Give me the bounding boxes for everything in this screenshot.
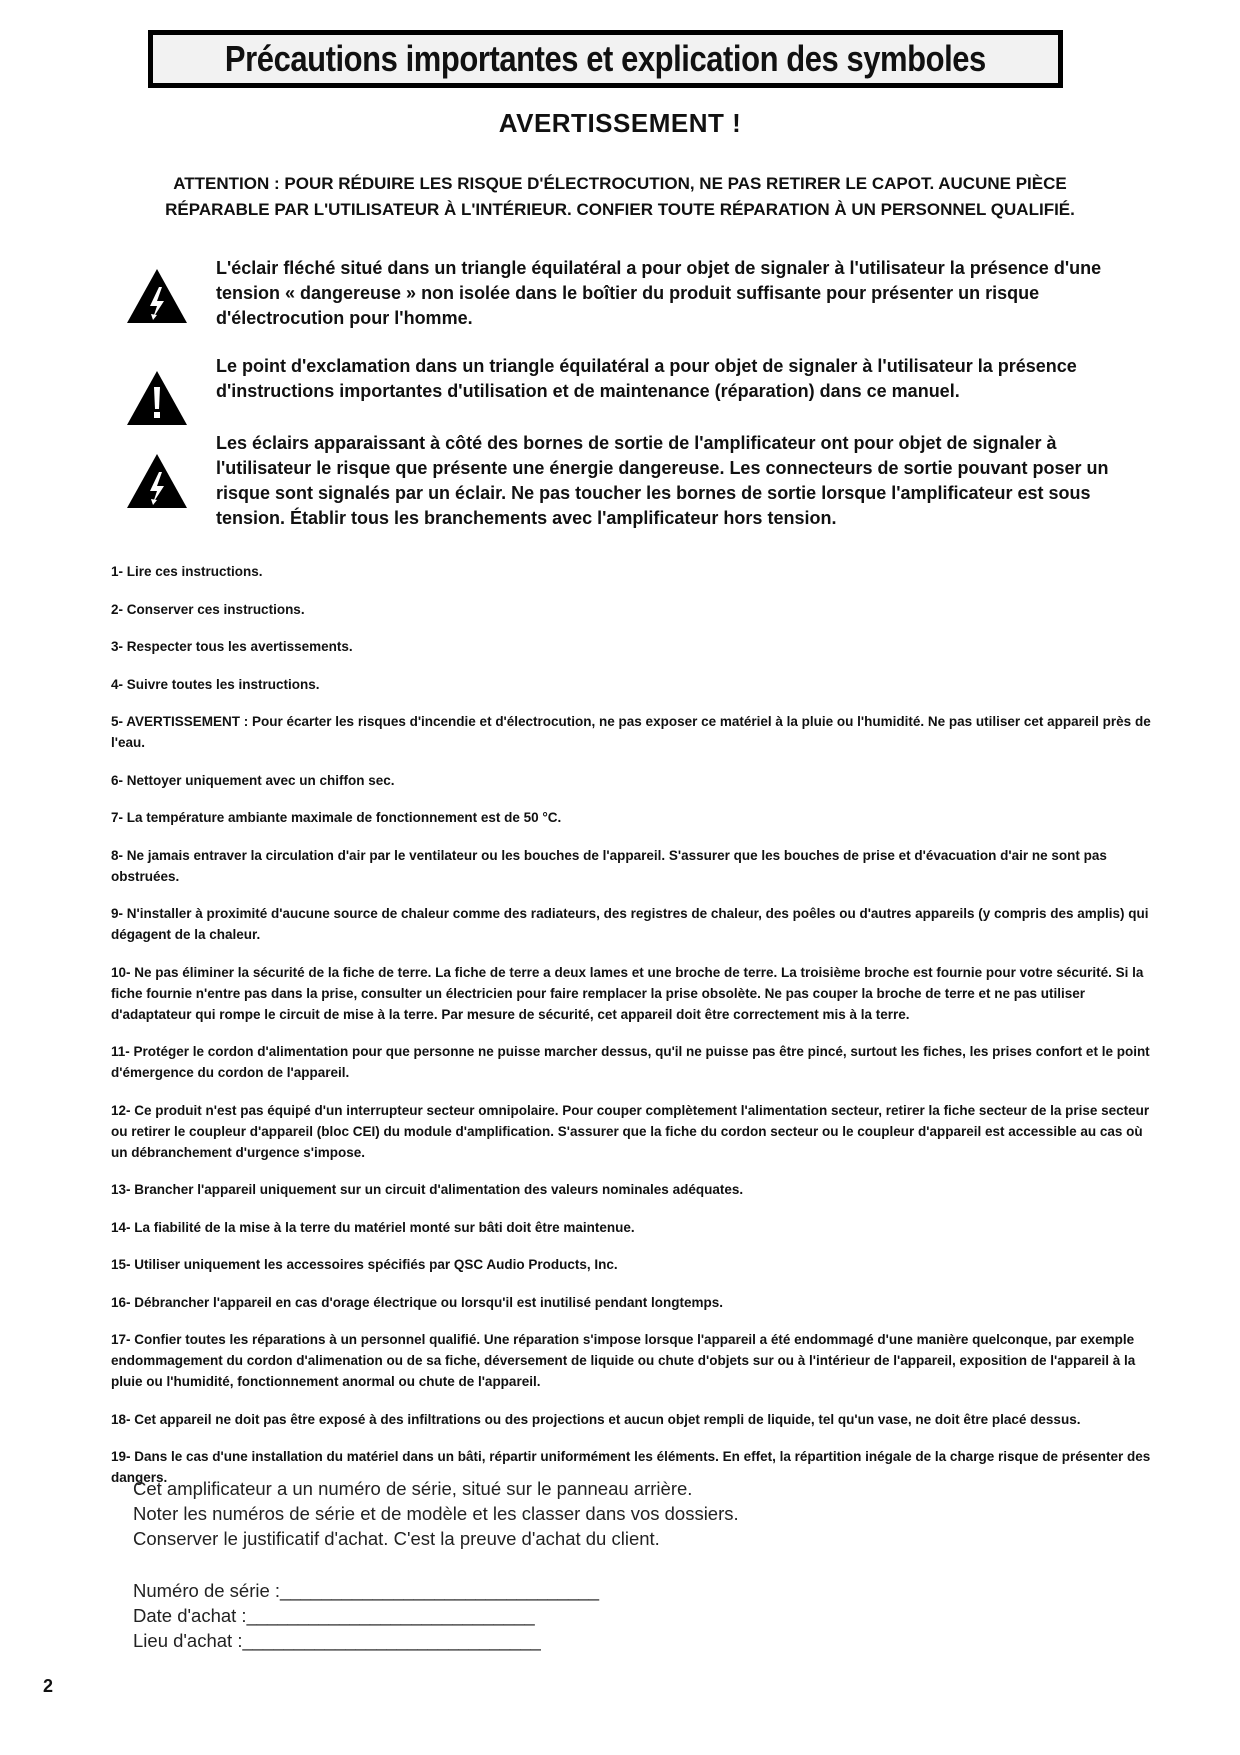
list-item: 2- Conserver ces instructions. (111, 601, 305, 617)
list-item: 15- Utiliser uniquement les accessoires spécifiés par QSC Audio Products, Inc. (111, 1257, 618, 1272)
list-item: 18- Cet appareil ne doit pas être exposé à des infiltrations ou des projections et aucun objet rempli de liquide, tel qu'un vase, ne doit être placé dessus. (111, 1411, 1081, 1427)
lightning-warning-icon (126, 268, 188, 324)
list-item: 9- N'installer à proximité d'aucune source de chaleur comme des radiateurs, des registres de chaleur, des poêles ou d'autres appareils (y compris des amplis) qui dégagent de la chaleur. (111, 906, 1149, 942)
serial-note: Conserver le justificatif d'achat. C'est la preuve d'achat du client. (133, 1528, 660, 1549)
serial-note: Noter les numéros de série et de modèle et les classer dans vos dossiers. (133, 1503, 739, 1524)
list-item: 3- Respecter tous les avertissements. (111, 639, 353, 654)
purchase-place-field: Lieu d'achat :_____________________________ (133, 1630, 541, 1651)
list-item: 14- La fiabilité de la mise à la terre du matériel monté sur bâti doit être maintenue. (111, 1219, 635, 1235)
page-title: Précautions importantes et explication des symboles (225, 38, 986, 79)
serial-notes (133, 1476, 833, 1653)
list-item: 4- Suivre toutes les instructions. (111, 676, 320, 692)
attention-notice: ATTENTION : POUR RÉDUIRE LES RISQUE D'ÉLECTROCUTION, NE PAS RETIRER LE CAPOT. AUCUNE PIÈCE RÉPARABLE PAR L'UTILISATEUR À L'INTÉRIEUR. CONFIER TOUTE RÉPARATION À UN PERSONNEL QUALIFIÉ. (165, 174, 1075, 219)
list-item: 11- Protéger le cordon d'alimentation pour que personne ne puisse marcher dessus, qu'il ne puisse pas être pincé, surtout les fiches, les prises confort et le point d'émergence du cordon de l'appareil. (111, 1044, 1150, 1080)
exclamation-warning-icon (126, 370, 188, 426)
list-item: 1- Lire ces instructions. (111, 564, 263, 579)
purchase-date-field: Date d'achat :____________________________ (133, 1605, 535, 1626)
symbol-text-lightning: L'éclair fléché situé dans un triangle équilatéral a pour objet de signaler à l'utilisateur la présence d'une tension « dangereuse » non isolée dans le boîtier du produit suffisante pour présenter un risque d'électrocution pour l'homme. (216, 258, 1102, 328)
serial-note: Cet amplificateur a un numéro de série, situé sur le panneau arrière. (133, 1478, 693, 1499)
list-item: 16- Débrancher l'appareil en cas d'orage électrique ou lorsqu'il est inutilisé pendant longtemps. (111, 1294, 724, 1310)
list-item: 12- Ce produit n'est pas équipé d'un interrupteur secteur omnipolaire. Pour couper complètement l'alimentation secteur, retirer la fiche secteur de la prise secteur ou retirer le coupleur d'appareil (bloc CEI) du module d'amplification. S'assurer que la fiche du cordon secteur ou le coupleur d'appareil est accessible au cas où un débranchement d'urgence s'impose. (111, 1102, 1150, 1160)
serial-number-field: Numéro de série :_______________________________ (133, 1580, 599, 1601)
title-box (148, 30, 1063, 88)
symbol-text-exclamation: Le point d'exclamation dans un triangle équilatéral a pour objet de signaler à l'utilisateur la présence d'instructions importantes d'utilisation et de maintenance (réparation) dans ce manuel. (216, 356, 1077, 401)
warning-heading: AVERTISSEMENT ! (498, 108, 742, 138)
page-number: 2 (43, 1676, 54, 1696)
lightning-warning-icon (126, 453, 188, 509)
list-item: 8- Ne jamais entraver la circulation d'air par le ventilateur ou les bouches de l'appareil. S'assurer que les bouches de prise et d'évacuation d'air ne sont pas obstruées. (111, 847, 1107, 884)
list-item: 19- Dans le cas d'une installation du matériel dans un bâti, répartir uniformément les éléments. En effet, la répartition inégale de la charge risque de présenter des dangers. (111, 1449, 1151, 1485)
symbol-text-output-lightning: Les éclairs apparaissant à côté des bornes de sortie de l'amplificateur ont pour objet de signaler à l'utilisateur le risque que présente une énergie dangereuse. Les connecteurs de sortie pouvant poser un risque sont signalés par un éclair. Ne pas toucher les bornes de sortie lorsque l'amplificateur est sous tension. Établir tous les branchements avec l'amplificateur hors tension. (216, 433, 1109, 528)
list-item: 13- Brancher l'appareil uniquement sur un circuit d'alimentation des valeurs nominales adéquates. (111, 1182, 744, 1197)
list-item: 6- Nettoyer uniquement avec un chiffon sec. (111, 772, 395, 788)
list-item: 7- La température ambiante maximale de fonctionnement est de 50 °C. (111, 810, 562, 825)
list-item: 10- Ne pas éliminer la sécurité de la fiche de terre. La fiche de terre a deux lames et une broche de terre. La troisième broche est fournie pour votre sécurité. Si la fiche fournie n'entre pas dans la prise, consulter un électricien pour faire remplacer la prise obsolète. Ne pas couper la broche de terre et ne pas utiliser d'adaptateur qui rompe le circuit de mise à la terre. Par mesure de sécurité, cet appareil doit être correctement mis à la terre. (111, 964, 1144, 1022)
instructions-list (111, 561, 1151, 1505)
list-item: 5- AVERTISSEMENT : Pour écarter les risques d'incendie et d'électrocution, ne pas exposer ce matériel à la pluie ou l'humidité. Ne pas utiliser cet appareil près de l'eau. (111, 714, 1151, 750)
purchase-fields (133, 1578, 833, 1653)
list-item: 17- Confier toutes les réparations à un personnel qualifié. Une réparation s'impose lorsque l'appareil a été endommagé d'une manière quelconque, par exemple endommagement du cordon d'alimenation ou de sa fiche, déversement de liquide ou chute d'objets sur ou à l'intérieur de l'appareil, exposition de l'appareil à la pluie ou l'humidité, fonctionnement anormal ou chute de l'appareil. (111, 1332, 1136, 1389)
